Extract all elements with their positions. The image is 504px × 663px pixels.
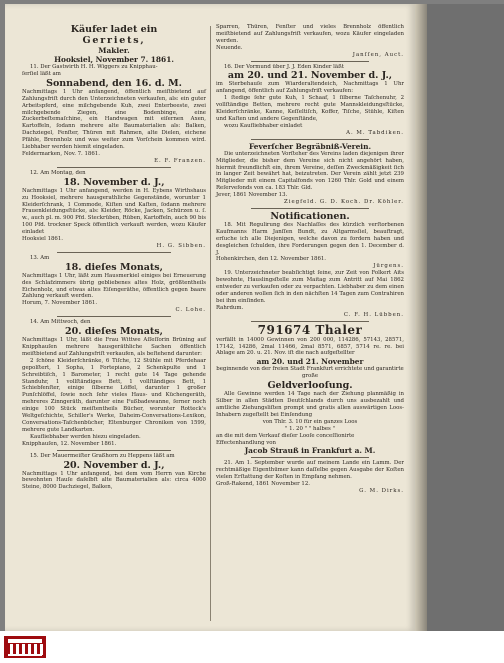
dateline: Jever, 1861 November 13. [216,192,288,199]
dateline: Rahrdum. [216,304,244,311]
paragraph: verfällt in 14000 Gewinnen von 200 000, 114286, 57143, 28571, 17142, 14286, 2mal 11466, 2mal 8571, 6857, 5714 re. re. bei Ablage am 20. u. 21. Nov. iſt die nach aufgeſtellter [216,336,404,357]
dateline: Horum, 7. November 1861. [22,300,98,307]
dateline: Hooksiel 1861. [22,236,64,243]
lottery-amount: 791674 Thaler [257,322,363,337]
section-heading: Notificationen. [270,210,350,222]
paragraph: Nachmittags 1 Uhr, läßt zum Hausmerkiel einiges bei Erneuerung des Schlafzimmers übrig gebliebenes altes Holz, größtentheils Eichenholz, und etwas altes Eiſengeräthe, öffentlich gegen baare Zahlung verkauft werden. [22,272,206,300]
signature: A. M. Tabdiken. [346,129,404,136]
signature: E. F. Franzen. [154,157,206,164]
heading: 18. November d. J., [63,176,165,188]
paragraph: 15. Der Mauermeiſter Graßhorn zu Heppens läßt am [30,452,175,459]
right-column [216,24,404,495]
heading: Feverſcher Begräbniß-Verein. [248,141,372,151]
signature: H. G. Sibben. [156,242,206,249]
dateline: Groß-Rakend, 1861 November 12. [216,481,310,488]
paragraph: Kaufliebhaber werden hiezu eingeladen. [30,433,141,440]
dateline: Feldermarken, Nov. 7. 1861. [22,150,100,157]
paragraph: 11. Der Gastwirth H. H. Wiggers zu Knipphau- [30,64,158,70]
book-binding [415,4,427,631]
paragraph: 13. Am [30,254,50,261]
separator [251,457,369,458]
paragraph: Die unterzeichneten Vorſteher des Vereins laden diejenigen ihrer Mitglieder, die bisher dem Vereine sich nicht angehört haben, hiermit freundlichſt ein, ihrem Vereine, deſſen Zweckmäßigkeit ſich in langer Zeit bewährt hat, beizutreten. Der Verein zählt jetzt 239 Mitglieder mit einem Capitalfonds von 1260 Thlr. Gold und einem Reſervefonds von ca. 183 Thlr. Gld. [216,150,404,192]
paragraph: Nachmittags 1 Uhr anfangend, öffentlich meiſtbietend auf Zahlungsfriſt durch den Unterzeichneten verkaufen, als: ein guter Arbeitspferd, eine milchgebende Kuh, zwei Enterbeeste, zwei milchgebende Ziegen, eine Bodenbinge, eine Zuckerbeſtemaſchine, ein Handwagen mit eiſernen Axen, Kartoffeln, ſodann mehrere alte Baumaterialien als: Balken, Dachziegel, Fenſter, Thüren mit Rahmen, alte Dielen, eichene Pfähle, Brennholz und was weiter zum Vorſchein kommen wird. Liebhaber werden hiemit eingeladen. [22,88,206,151]
heading: Jacob Strauß in Frankfurt a. M. [244,446,376,456]
heading: 18. dieſes Monats, [65,261,163,273]
paragraph: 1 ſtedige ſehr gute Kuh, 1 Schaaf, 1 ſilberne Taſchenuhr, 2 vollſtändige Betten, mehrere recht gute Mannskleidungsſtücke, Kleiderſchränke, Kanne, Keſſeltiſch, Koffer, Tiſche, Stühle, Kiſten und Kaſten und andere Gegenſtände, [216,95,404,122]
heading: Käufer ladet ein [70,24,158,35]
heading: Sonnabend, den 16. d. M. [46,77,182,89]
heading: 20. dieſes Monats, [65,326,163,338]
separator [57,167,171,168]
background [427,4,504,631]
dateline: Neuende. [216,44,243,51]
signature: C. F. H. Lübben. [343,311,404,318]
dateline: Knipphauſen, 12. November 1861. [22,440,117,447]
paragraph: 2 ſchöne Kleiderſchränke, 6 Tiſche, 12 Stühle mit Pferdehaar gepolſtert, 1 Sopha, 1 Fortepiano, 2 Schenkpulte und 1 Schreibtiſch, 1 Barometer, 1 recht gute 14 Tage gehende Standuhr, 1 vollſtändiges Bett, 1 vollſtändiges Bett, 1 Schiebfenſter, einige ſilberne Löffel, darunter 1 großer Punſchlöffel, ſowie noch ſehr vieles Haus- und Küchengeräth, mehreres Zinngeräth, darunter eine Fußbadewanne, ſerner noch einige 100 Stück meiſtentheils Bücher, worunter Rotteck's Weltgeſchichte, Schiller's Werke, Daheim-Conversations-Lexikon, Conversations-Taſchenbücher, Eltenburger Chroniken von 1599, mehrere gute Landkarten. [22,357,206,433]
signature: C. Lohe. [175,307,206,314]
left-column [22,24,206,491]
paragraph: im Sterbehauſe zum Wiarderaltendeich, Nachmittags 1 Uhr anfangend, öffentlich auf Zahlungsfriſt verkaufen: [216,81,404,95]
paragraph: 19. Unterzeichneter beabſichtigt ſeine, zur Zeit von Folkert Aits bewohnte, Hauslingsſtelle zum Maitag zum Antritt auf Mai 1862 entweder zu verkaufen oder zu verpachten. Liebhaber zu dem einen oder anderen wollen ſich in den nächſten 14 Tagen zum Contrahiren bei ihm einſinden. [216,270,404,304]
price-line: von Thlr. 3. 10 für ein ganzes Loos [262,418,358,425]
paragraph: 18. Mit Regulirung des Nachlaſſes des kürzlich verſtorbenen Kaufmanns Harm Janſſen Bundt, zu Altgarmsſiel, beauftragt, erſuche ich alle Diejenigen, welche davon zu fordern haben und desgleichen ſchulden, ihre Forderungen gegen den 1. December d. J. [216,221,404,256]
heading: am 20. und 21. November [256,357,364,367]
signature: Jürgens. [373,263,404,270]
separator [251,139,369,140]
footer-bar [0,631,504,663]
paragraph: Nachmittags 1 Uhr, läßt die Frau Wittwe Aſſeſſorin Brüning auf Knipphauſen mehrere hausgeräthliche Sachen öffentlich meiſtbietend auf Zahlungsfriſt verkaufen, als beſtehend darunter: [22,337,206,357]
paragraph: Sparren, Thüren, Fenſter und vieles Brennholz öffentlich meiſtbietend auf Zahlungsfriſt verkaufen, wozu Käufer eingeladen werden. [216,24,404,44]
paragraph: beginnende von der freien Stadt Frankfurt errichtete und garantirte große [216,366,404,380]
heading: Makler. [98,46,130,55]
signature: Ziegfeld. G. D. Koch. Dr. Köhler. [284,199,404,206]
separator [251,61,369,62]
separator [251,321,369,322]
separator [251,208,369,209]
dateline: Hooksiel, November 7. 1861. [54,55,174,64]
separator [57,316,171,317]
separator [57,252,171,253]
paragraph: ſerſiel läßt am [22,70,61,77]
heading: Geldverlooſung. [267,380,353,392]
paragraph: 21. Am 1. September wurde auf meinem Lande ein Lamm. Der rechtmäßige Eigenthümer kann daſſelbe gegen Ausgabe der Koſten vielen Erſtattung der Koſten in Empfang nehmen. [216,460,404,481]
paragraph: 14. Am Mittwoch, den [30,319,91,326]
heading: am 20. und 21. November d. J., [227,70,393,82]
paragraph: an die mit dem Verkauf dieſer Looſe conceſſionirte Effectenhandlung von [216,432,355,446]
paragraph: wozu Kaufliebhaber einladet [224,122,303,129]
signature: G. M. Dirks. [359,488,404,495]
signature: Janſſen, Auct. [352,51,404,58]
paragraph: 12. Am Montag, den [30,169,86,176]
paragraph: Alle Gewinne werden 14 Tage nach der Ziehung planmäßig in Silber in allen Städten Deutſchlands durch uns ausbezahlt und amtliche Ziehungsliſten prompt und gratis allen auswärtigen Loos-Inhabern zugeſtellt bei Einſendung [216,391,404,418]
paragraph: 16. Der Vormund über J. J. Eden Kinder läßt [224,63,344,70]
price-line: " 1. 20 " " halbes " [284,425,336,432]
heading: 20. November d. J., [63,459,165,471]
heading: Gerriets, [82,35,146,46]
paragraph: Nachmittags 1 Uhr anfangend, bei dem vom Herrn van Kirche bewohnten Hauſe daſelbſt alte Baumaterialien als: circa 4000 Steine, 8000 Dachziegel, Balken, [22,470,206,491]
library-logo-icon [4,636,46,658]
separator [57,450,171,451]
column-divider [210,26,211,621]
paragraph: Nachmittags 1 Uhr anfangend, werden in H. Eybens Wirthshaus zu Hooksiel, mehrere hausgerathliche Gegenstände, worunter 1 Kleiderſchrank, 1 Commode, Kiſten und Kaſten, ſodann mehrere Frauenkleidungsſtücke, als: Kleider, Röcke, Jacken, Schürzen u. ſ. w., auch pl. m. 900 Pfd. Steckrüben, Rüben, Kartoffeln, auch 90 bis 100 Pfd. trockner Speck öffentlich verkauft werden, wozu Käufer einladet [22,187,206,236]
dateline: Hohenkirchen, den 12. November 1861. [216,256,327,263]
